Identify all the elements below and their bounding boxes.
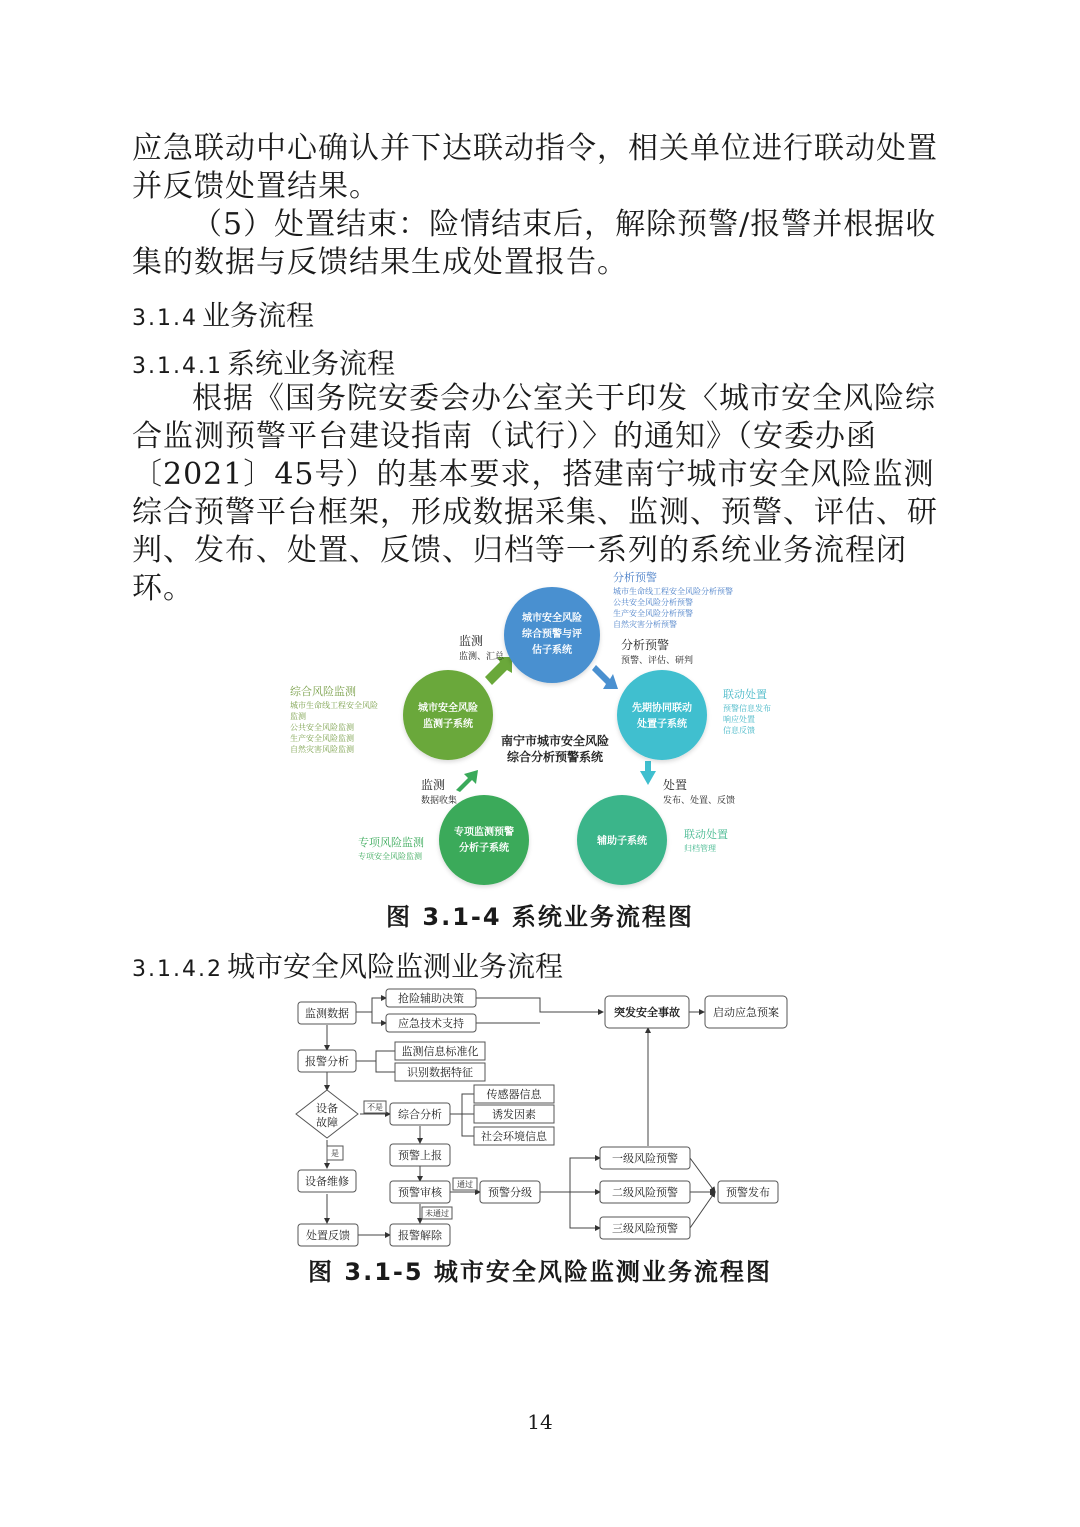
label-bottom-left-sub: 数据收集 [421,796,458,806]
box-emergency-tech: 应急技术支持 [398,1017,464,1030]
monitoring-flowchart [0,988,1080,1248]
edge-label-yes: 是 [331,1149,339,1158]
node-right-line-1: 先期协同联动 [632,703,692,714]
note-left-item: 公共安全风险监测 [290,723,354,732]
box-trigger-factors: 诱发因素 [492,1108,536,1121]
note-bottom-left [358,835,424,861]
box-start-plan: 启动应急预案 [713,1006,779,1019]
box-monitor-data: 监测数据 [305,1007,349,1020]
box-info-standard: 监测信息标准化 [401,1045,479,1058]
arrow-right-to-bottom-right [640,761,656,785]
note-top-item: 公共安全风险分析预警 [613,598,693,607]
note-left-title: 综合风险监测 [290,685,356,698]
box-warning-publish: 预警发布 [726,1186,770,1199]
system-flow-diagram [0,565,1080,895]
note-bottom-left-title: 专项风险监测 [358,836,424,849]
note-top [613,570,733,629]
edge-label-fail: 未通过 [425,1209,449,1218]
box-device-fault-1: 设备 [316,1102,338,1115]
note-left-item: 城市生命线工程安全风险 [290,701,378,710]
heading-title: 业务流程 [201,299,314,332]
heading-3-1-4 [132,294,314,334]
heading-title: 城市安全风险监测业务流程 [226,950,563,983]
paragraph-linkage: 应急联动中心确认并下达联动指令，相关单位进行联动处置并反馈处置结果。 [132,131,938,204]
label-top-left-sub: 监测、汇总 [459,652,505,662]
box-level2: 二级风险预警 [612,1186,678,1199]
box-rescue-decision: 抢险辅助决策 [398,992,464,1005]
box-warning-report: 预警上报 [398,1149,442,1162]
note-top-item: 城市生命线工程安全风险分析预警 [613,587,733,596]
label-bottom-left-title: 监测 [421,778,446,792]
node-left [403,670,493,760]
box-level1: 一级风险预警 [612,1152,678,1165]
node-right-line-2: 处置子系统 [637,719,687,730]
heading-number: 3.1.4.1 [132,354,223,379]
box-identify-features: 识别数据特征 [407,1066,473,1079]
box-feedback: 处置反馈 [306,1229,350,1242]
note-left-item: 生产安全风险监测 [290,734,354,743]
box-device-repair: 设备维修 [305,1175,349,1188]
note-right-title: 联动处置 [723,688,767,701]
box-alarm-clear: 报警解除 [398,1229,442,1242]
node-left-line-2: 监测子系统 [423,719,473,730]
box-warning-grade: 预警分级 [488,1186,532,1199]
box-alarm-analysis: 报警分析 [305,1055,349,1068]
heading-number: 3.1.4.2 [132,957,223,982]
note-bottom-left-item: 专项安全风险监测 [358,852,422,861]
note-bottom-right-title: 联动处置 [684,828,728,841]
edge-label-pass: 通过 [457,1180,473,1189]
heading-number: 3.1.4 [132,306,198,331]
page-number: 14 [527,1410,553,1434]
label-top-right-title: 分析预警 [621,638,670,652]
node-bottom-left-line-2: 分析子系统 [459,843,509,854]
heading-title: 系统业务流程 [226,347,395,380]
label-bottom-right-sub: 发布、处置、反馈 [663,796,736,806]
note-top-title: 分析预警 [613,571,657,584]
arrow-bottom-left-to-left [456,770,478,792]
note-right-item: 响应处置 [723,715,755,724]
center-title-line-2: 综合分析预警系统 [506,750,604,764]
box-social-env: 社会环境信息 [481,1130,547,1143]
node-top-line-1: 城市安全风险 [522,613,582,624]
note-left-item: 监测 [290,712,306,721]
note-right-item: 信息反馈 [723,726,755,735]
label-top-right-sub: 预警、评估、研判 [621,656,694,666]
label-top-left-title: 监测 [459,634,484,648]
note-left-item: 自然灾害风险监测 [290,745,354,754]
label-bottom-right-title: 处置 [663,778,688,792]
box-warning-review: 预警审核 [398,1186,442,1199]
node-right [617,670,707,760]
node-bottom-left [439,795,529,885]
center-title-line-1: 南宁市城市安全风险 [500,734,610,748]
node-bottom-left-line-1: 专项监测预警 [454,827,514,838]
box-comprehensive: 综合分析 [398,1108,442,1121]
box-sudden-accident: 突发安全事故 [614,1006,680,1019]
node-left-line-1: 城市安全风险 [418,703,478,714]
paragraph-system-flow: 根据《国务院安委会办公室关于印发〈城市安全风险综合监测预警平台建设指南（试行）〉的通知》（安委办函〔2021〕45号）的基本要求，搭建南宁城市安全风险监测综合预警平台框架，形成数据采集、监测、预警、评估、研判、发布、处置、反馈、归档等一系列的系统业务流程闭环。 [132,381,938,606]
node-bottom-right-line-1: 辅助子系统 [597,836,647,847]
node-bottom-right [577,795,667,885]
paragraph-disposal-end: （5）处置结束：险情结束后，解除预警/报警并根据收集的数据与反馈结果生成处置报告。 [132,207,937,280]
figure-caption-3-1-4: 图 3.1-4 系统业务流程图 [386,903,694,931]
arrow-top-to-right [592,665,618,689]
box-sensor-info: 传感器信息 [486,1088,542,1101]
node-top-line-3: 估子系统 [532,645,572,656]
node-top [504,587,600,683]
note-bottom-right [684,827,728,853]
node-top-line-2: 综合预警与评 [522,629,582,640]
heading-3-1-4-2 [132,945,563,985]
edge-label-no: 不是 [367,1103,383,1112]
note-right [723,687,771,735]
note-top-item: 自然灾害分析预警 [613,620,677,629]
box-level3: 三级风险预警 [612,1222,678,1235]
note-top-item: 生产安全风险分析预警 [613,609,693,618]
note-left [290,684,378,754]
figure-caption-3-1-5: 图 3.1-5 城市安全风险监测业务流程图 [308,1258,772,1286]
box-device-fault-2: 故障 [316,1116,338,1129]
note-right-item: 预警信息发布 [723,704,771,713]
note-bottom-right-item: 归档管理 [684,844,716,853]
heading-3-1-4-1 [132,342,395,382]
